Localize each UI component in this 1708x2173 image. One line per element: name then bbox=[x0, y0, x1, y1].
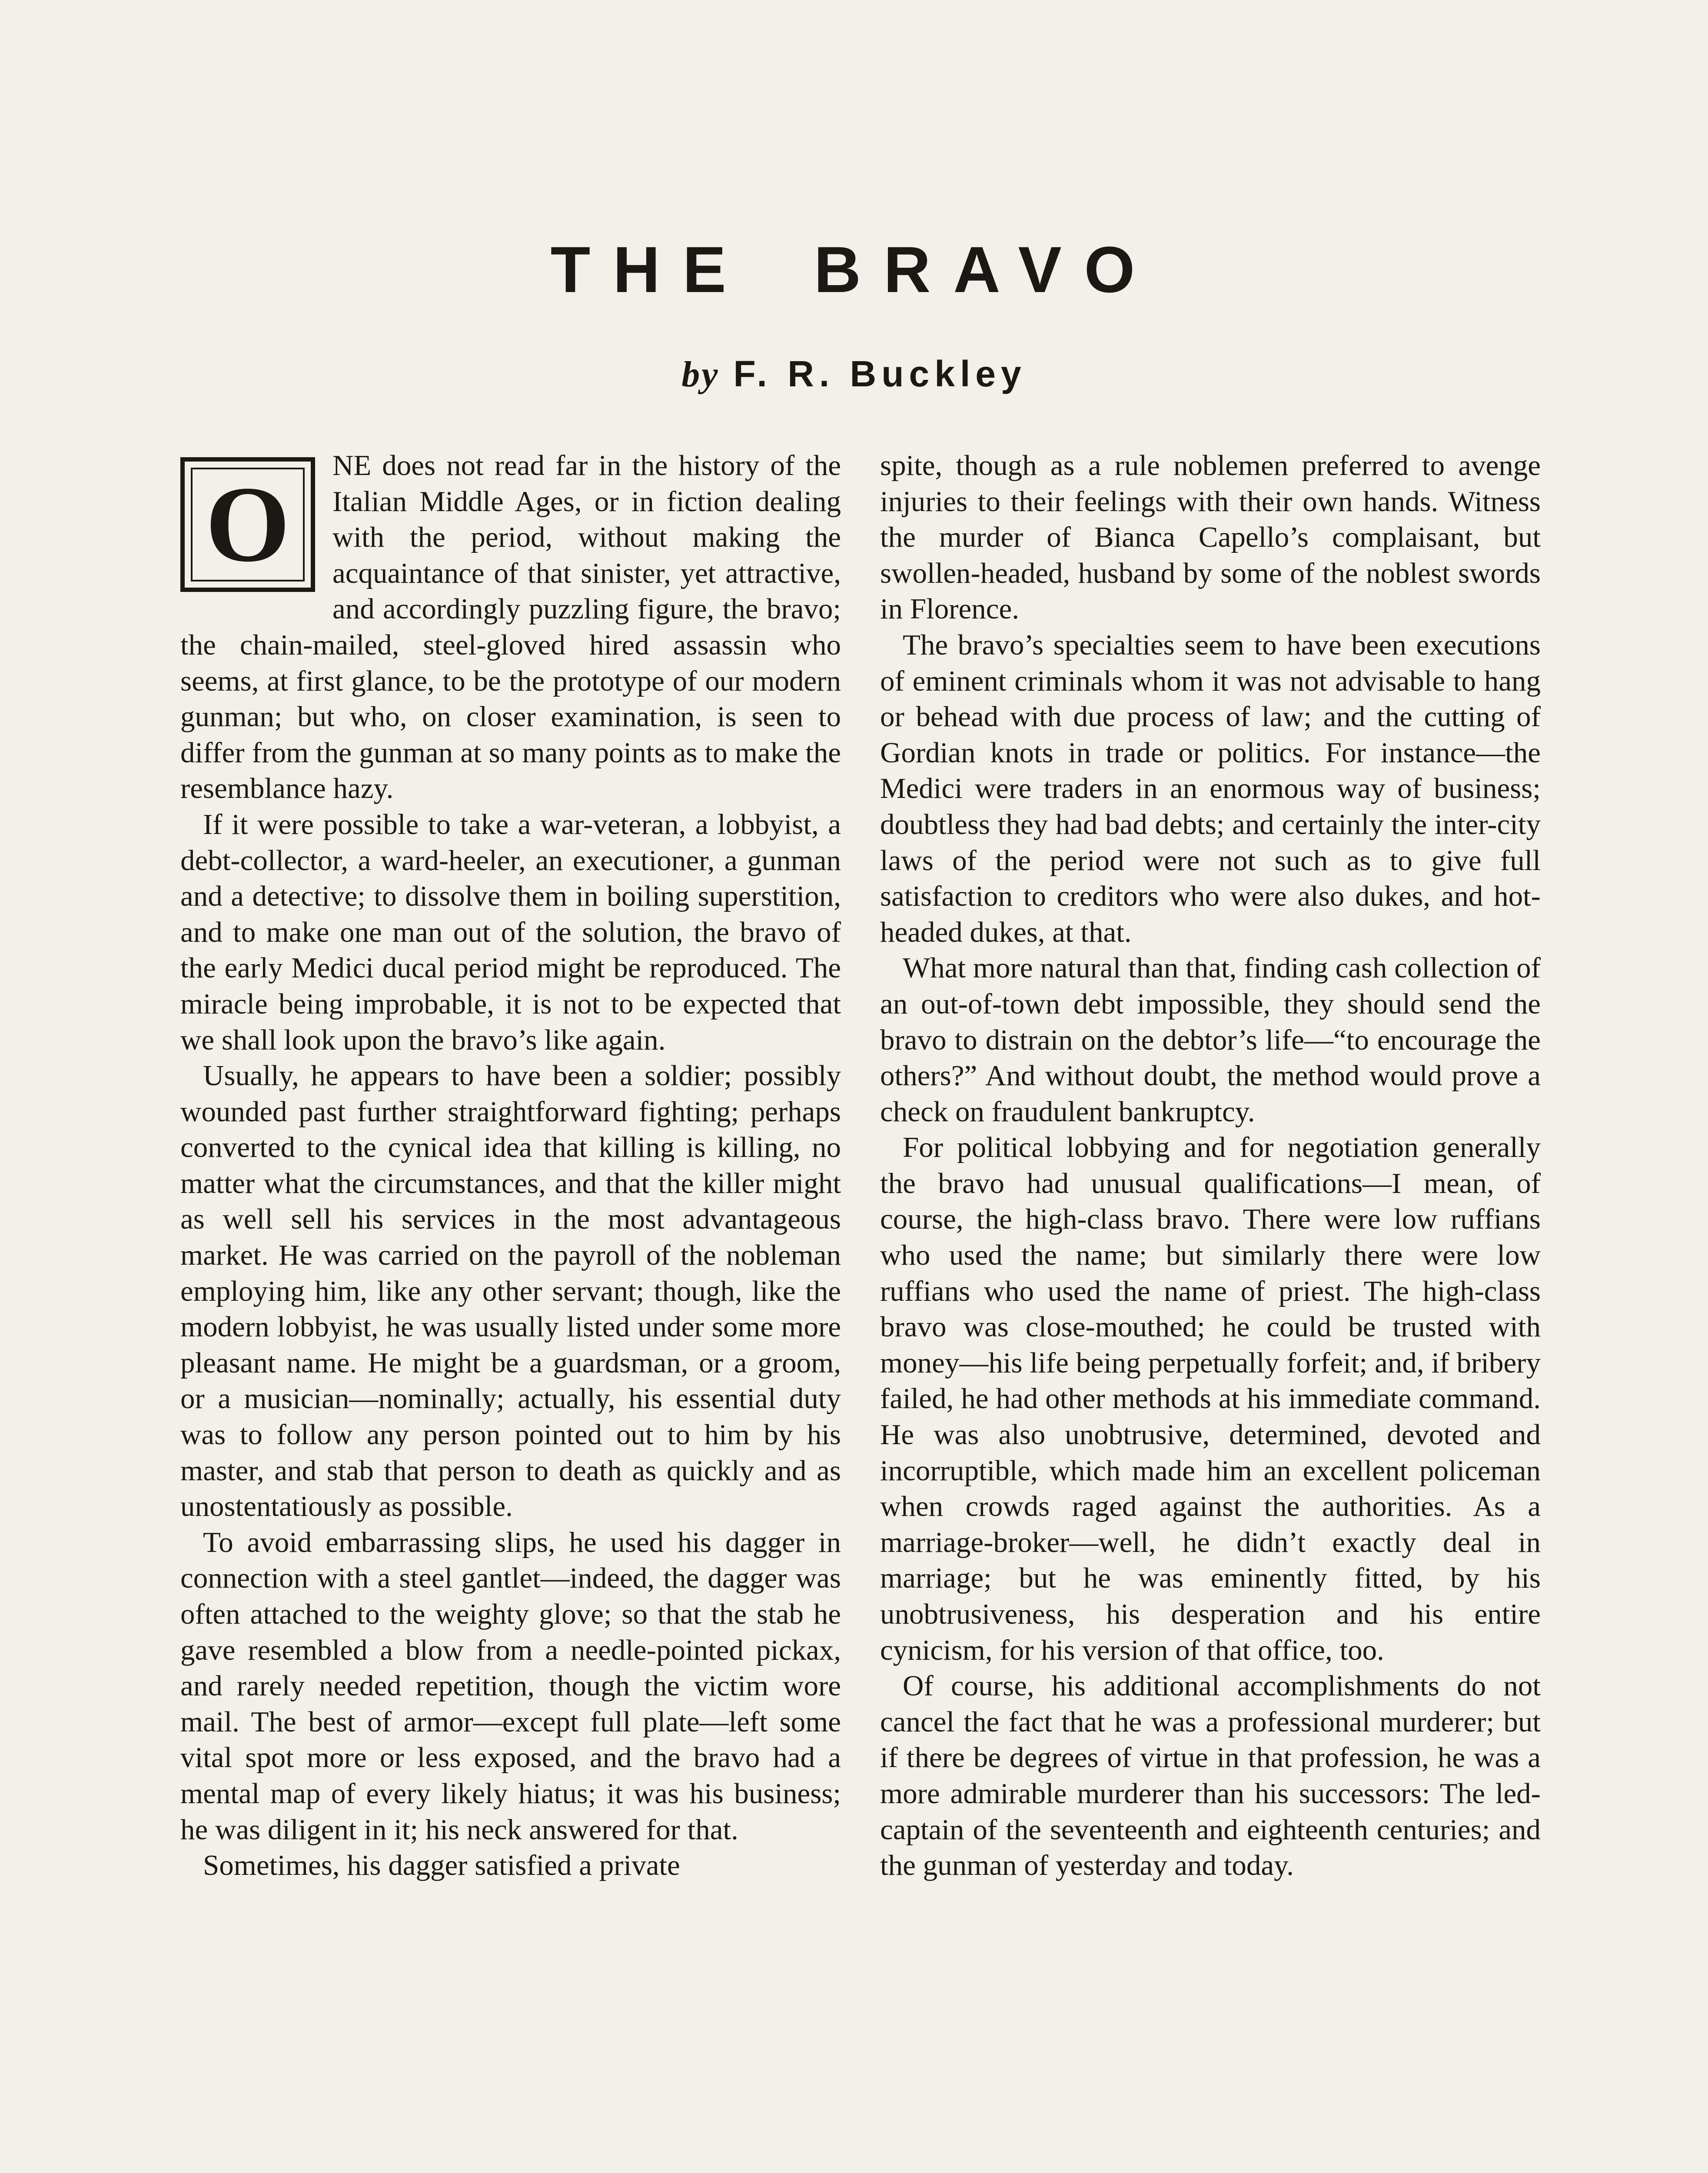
paragraph-2: If it were possible to take a war-veteran, a lobbyist, a debt-collector, a ward-heeler, an executioner, a gunman and a detective; to dissolve them in boiling superstition, and to make one man out of the solution, the bravo of the early Medici ducal period might be reproduced. The miracle being improbable, it is not to be expected that we shall look upon the bravo’s like again. bbox=[180, 808, 841, 1056]
title-word-bravo: BRAVO bbox=[814, 233, 1158, 306]
byline-author: F. R. Buckley bbox=[733, 353, 1027, 394]
right-column bbox=[880, 448, 1541, 1884]
paragraph-9: Of course, his additional accomplishments do not cancel the fact that he was a professional murderer; but if there be degrees of virtue in that profession, he was a more admirable murderer than his successors: The led-captain of the seventeenth and eighteenth centuries; and the gunman of yesterday and today. bbox=[880, 1670, 1541, 1882]
paragraph-7: What more natural than that, finding cash collection of an out-of-town debt impossible, they should send the bravo to distrain on the debtor’s life—“to encourage the others?” And without doubt, the method would prove a check on fraudulent bankruptcy. bbox=[880, 952, 1541, 1128]
paragraph-6: The bravo’s specialties seem to have been executions of eminent criminals whom it was not advisable to hang or behead with due process of law; and the cutting of Gordian knots in trade or politics. For instance—the Medici were traders in an enormous way of business; doubtless they had bad debts; and certainly the inter-city laws of the period were not such as to give full satisfaction to creditors who were also dukes, and hot-headed dukes, at that. bbox=[880, 628, 1541, 948]
paragraph-1 bbox=[180, 448, 841, 807]
paragraph-4: To avoid embarrassing slips, he used his dagger in connection with a steel gantlet—indeed, the dagger was often attached to the weighty glove; so that the stab he gave resembled a blow from a needle-pointed pickax, and rarely needed repetition, though the victim wore mail. The best of armor—except full plate—left some vital spot more or less exposed, and the bravo had a mental map of every likely hiatus; it was his business; he was diligent in it; his neck answered for that. bbox=[180, 1526, 841, 1846]
paragraph-8: For political lobbying and for negotiation generally the bravo had unusual qualifications—I mean, of course, the high-class bravo. There were low ruffians who used the name; but similarly there were low ruffians who used the name of priest. The high-class bravo was close-mouthed; he could be trusted with money—his life being perpetually forfeit; and, if bribery failed, he had other methods at his immediate command. He was also unobtrusive, determined, devoted and incorruptible, which made him an excellent policeman when crowds raged against the authorities. As a marriage-broker—well, he didn’t exactly deal in marriage; but he was eminently fitted, by his unobtrusiveness, his desperation and his entire cynicism, for his version of that office, too. bbox=[880, 1131, 1541, 1666]
byline bbox=[0, 348, 1708, 401]
title-word-the: THE bbox=[550, 233, 749, 306]
dropcap-letter: O bbox=[205, 464, 290, 585]
paragraph-3: Usually, he appears to have been a soldier; possibly wounded past further straightforward fighting; perhaps converted to the cynical idea that killing is killing, no matter what the circumstances, and that the killer might as well sell his services in the most advantageous market. He was carried on the payroll of the nobleman employing him, like any other servant; though, like the modern lobbyist, he was usually listed under some more pleasant name. He might be a guardsman, or a groom, or a musician—nominally; actually, his essential duty was to follow any person pointed out to him by his master, and stab that person to death as quickly and as unostentatiously as possible. bbox=[180, 1060, 841, 1523]
paragraph-5-continued: spite, though as a rule noblemen preferred to avenge injuries to their feelings with their own hands. Witness the murder of Bianca Capello’s complaisant, but swollen-headed, husband by some of the noblest swords in Florence. bbox=[880, 449, 1541, 625]
paragraph-1-text: NE does not read far in the history of the Italian Middle Ages, or in fiction dealing with the period, without making the acquaintance of that sinister, yet attractive, and accordingly puzzling figure, the bravo; the chain-mailed, steel-gloved hired assassin who seems, at first glance, to be the prototype of our modern gunman; but who, on closer examination, is seen to differ from the gunman at so many points as to make the resemblance hazy. bbox=[180, 449, 841, 805]
paragraph-5-start: Sometimes, his dagger satisfied a private bbox=[203, 1849, 680, 1882]
byline-by: by bbox=[681, 354, 720, 395]
left-column bbox=[180, 448, 841, 1884]
article-title bbox=[0, 226, 1708, 313]
dropcap-box bbox=[180, 457, 315, 592]
